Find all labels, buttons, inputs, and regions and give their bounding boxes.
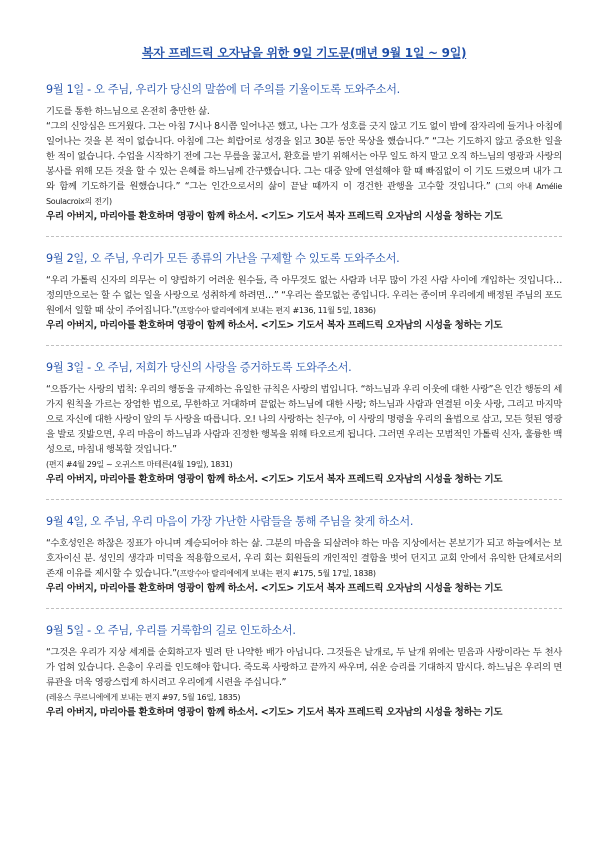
section-divider xyxy=(46,499,562,500)
section-heading: 9월 1일 - 오 주님, 우리가 당신의 말씀에 더 주의를 기울이도록 도와주소서. xyxy=(46,83,400,96)
novena-day-3 xyxy=(46,359,562,487)
section-divider xyxy=(46,608,562,609)
quote-text: “그의 신앙심은 뜨거웠다. 그는 아침 7시나 8시쯤 일어나곤 했고, 나는 그가 성호를 긋지 않고 기도 없이 밤에 잠자리에 들거나 아침에 일어나는 것을 본 적이 없습니다. 아침에 그는 희랍어로 성경을 읽고 30분 동안 묵상을 했습니다.” “그는 기도하지 않고 중요한 일을 한 적이 없습니다. 수업을 시작하기 전에 그는 무릎을 꿇고서, 환호를 받기 위해서는 아무 일도 하지 말고 오직 하느님의 영광과 사랑의 봉사를 위해 모든 것을 할 수 있는 은혜를 하느님께 간구했습니다. 그는 대중 앞에 연설해야 할 때 빠짐없이 이 기도 드렸으며 내가 그와 함께 기도하기를 원했습니다.” “그는 인간으로서의 삶이 끝날 때까지 이 경건한 관행을 고수할 것입니다.” xyxy=(46,121,562,192)
section-heading: 9월 3일 - 오 주님, 저희가 당신의 사랑을 증거하도록 도와주소서. xyxy=(46,361,352,374)
prayer-line: 우리 아버지, 마리아를 환호하며 영광이 함께 하소서. <기도> 기도서 복자 프레드릭 오자남의 시성을 청하는 기도 xyxy=(46,707,503,718)
quote-source: (레옹스 쿠르니에에게 보내는 편지 #97, 5월 16일, 1835) xyxy=(46,693,241,702)
prayer-line: 우리 아버지, 마리아를 환호하며 영광이 함께 하소서. <기도> 기도서 복자 프레드릭 오자남의 시성을 청하는 기도 xyxy=(46,474,503,485)
section-body: “으뜸가는 사랑의 법칙: 우리의 행동을 규제하는 유일한 규칙은 사랑의 법입니다. “하느님과 우리 이웃에 대한 사랑”은 인간 행동의 세 가지 원칙을 가르는 장엄한 법으로, 무한하고 거대하며 끝없는 하느님에 대한 사랑; 하느님과 사람과 연결된 이웃 사랑, 그리고 마지막으로 자신에 대한 사랑이 앞의 두 사랑을 따릅니다. 오! 나의 사랑하는 친구야, 이 사랑의 명령을 우리의 율법으로 삼고, 모든 헛된 영광을 발로 짓밟으면, 우리 마음이 하느님과 사람과 진정한 행복을 위해 타오르게 됩니다. 그러면 우리는 모범적인 가톨릭 신자, 훌륭한 백성으로, 마침내 행복할 것입니다.” xyxy=(46,384,562,455)
section-heading: 9월 5일 - 오 주님, 우리를 거룩함의 길로 인도하소서. xyxy=(46,624,296,637)
prayer-line: 우리 아버지, 마리아를 환호하며 영광이 함께 하소서. <기도> 기도서 복자 프레드릭 오자남의 시성을 청하는 기도 xyxy=(46,583,503,594)
quote-source: (프랑수아 랄리에에게 보내는 편지 #175, 5월 17일, 1838) xyxy=(176,569,376,578)
quote-text: “우리 가톨릭 신자의 의무는 이 양립하기 어려운 원수들, 즉 아무것도 없는 사람과 너무 많이 가진 사람 사이에 개입하는 것입니다… 정의만으로는 할 수 없는 일을 사랑으로 성취하게 하려면…” “우리는 쓸모없는 종입니다. 우리는 종이며 우리에게 배정된 주님의 포도원에서 일할 때 삯이 주어집니다.” xyxy=(46,275,562,316)
section-heading: 9월 4일, 오 주님, 우리 마음이 가장 가난한 사람들을 통해 주님을 찾게 하소서. xyxy=(46,515,414,528)
quote-source: (편지 #4월 29일 ~ 오귀스트 마테른(4월 19일), 1831) xyxy=(46,460,233,469)
quote-source: (그의 아내 Amélie Soulacroix의 전기) xyxy=(46,182,563,206)
prayer-line: 우리 아버지, 마리아를 환호하며 영광이 함께 하소서. <기도> 기도서 복자 프레드릭 오자남의 시성을 청하는 기도 xyxy=(46,320,503,331)
section-body xyxy=(46,119,562,209)
document-title: 복자 프레드릭 오자남을 위한 9일 기도문(매년 9월 1일 ~ 9일) xyxy=(141,46,467,60)
section-divider xyxy=(46,345,562,346)
section-intro: 기도를 통한 하느님으로 온전히 충만한 삶. xyxy=(46,106,210,117)
novena-day-1 xyxy=(46,81,562,224)
section-body xyxy=(46,536,562,581)
section-heading: 9월 2일, 오 주님, 우리가 모든 종류의 가난을 구제할 수 있도록 도와주소서. xyxy=(46,252,400,265)
section-body: “그것은 우리가 지상 세계를 순회하고자 빌려 탄 나약한 배가 아닙니다. 그것들은 날개로, 두 날개 위에는 믿음과 사랑이라는 두 천사가 업혀 있습니다. 은총이 우리를 인도해야 합니다. 죽도록 사랑하고 끝까지 싸우며, 쉬운 승리를 기대하지 맙시다. 하느님은 우리의 면류관을 더욱 영광스럽게 하시려고 우리에게 시련을 주십니다.” xyxy=(46,647,562,688)
section-body xyxy=(46,273,562,318)
section-divider xyxy=(46,236,562,237)
novena-day-4 xyxy=(46,513,562,596)
quote-text: “수호성인은 하찮은 징표가 아니며 계승되어야 하는 삶. 그분의 마음을 되살려야 하는 마음 지상에서는 본보기가 되고 하늘에서는 보호자이신 분. 성인의 생각과 미덕을 적용함으로서, 우리 회는 회원들의 개인적인 결함을 벗어 던지고 교회 안에서 유익한 단체로서의 존재 이유를 제시할 수 있습니다.” xyxy=(46,538,562,579)
novena-day-2 xyxy=(46,250,562,333)
quote-source: (프랑수아 랄리에에게 보내는 편지 #136, 11월 5일, 1836) xyxy=(176,306,376,315)
prayer-line: 우리 아버지, 마리아를 환호하며 영광이 함께 하소서. <기도> 기도서 복자 프레드릭 오자남의 시성을 청하는 기도 xyxy=(46,211,503,222)
novena-day-5 xyxy=(46,622,562,720)
